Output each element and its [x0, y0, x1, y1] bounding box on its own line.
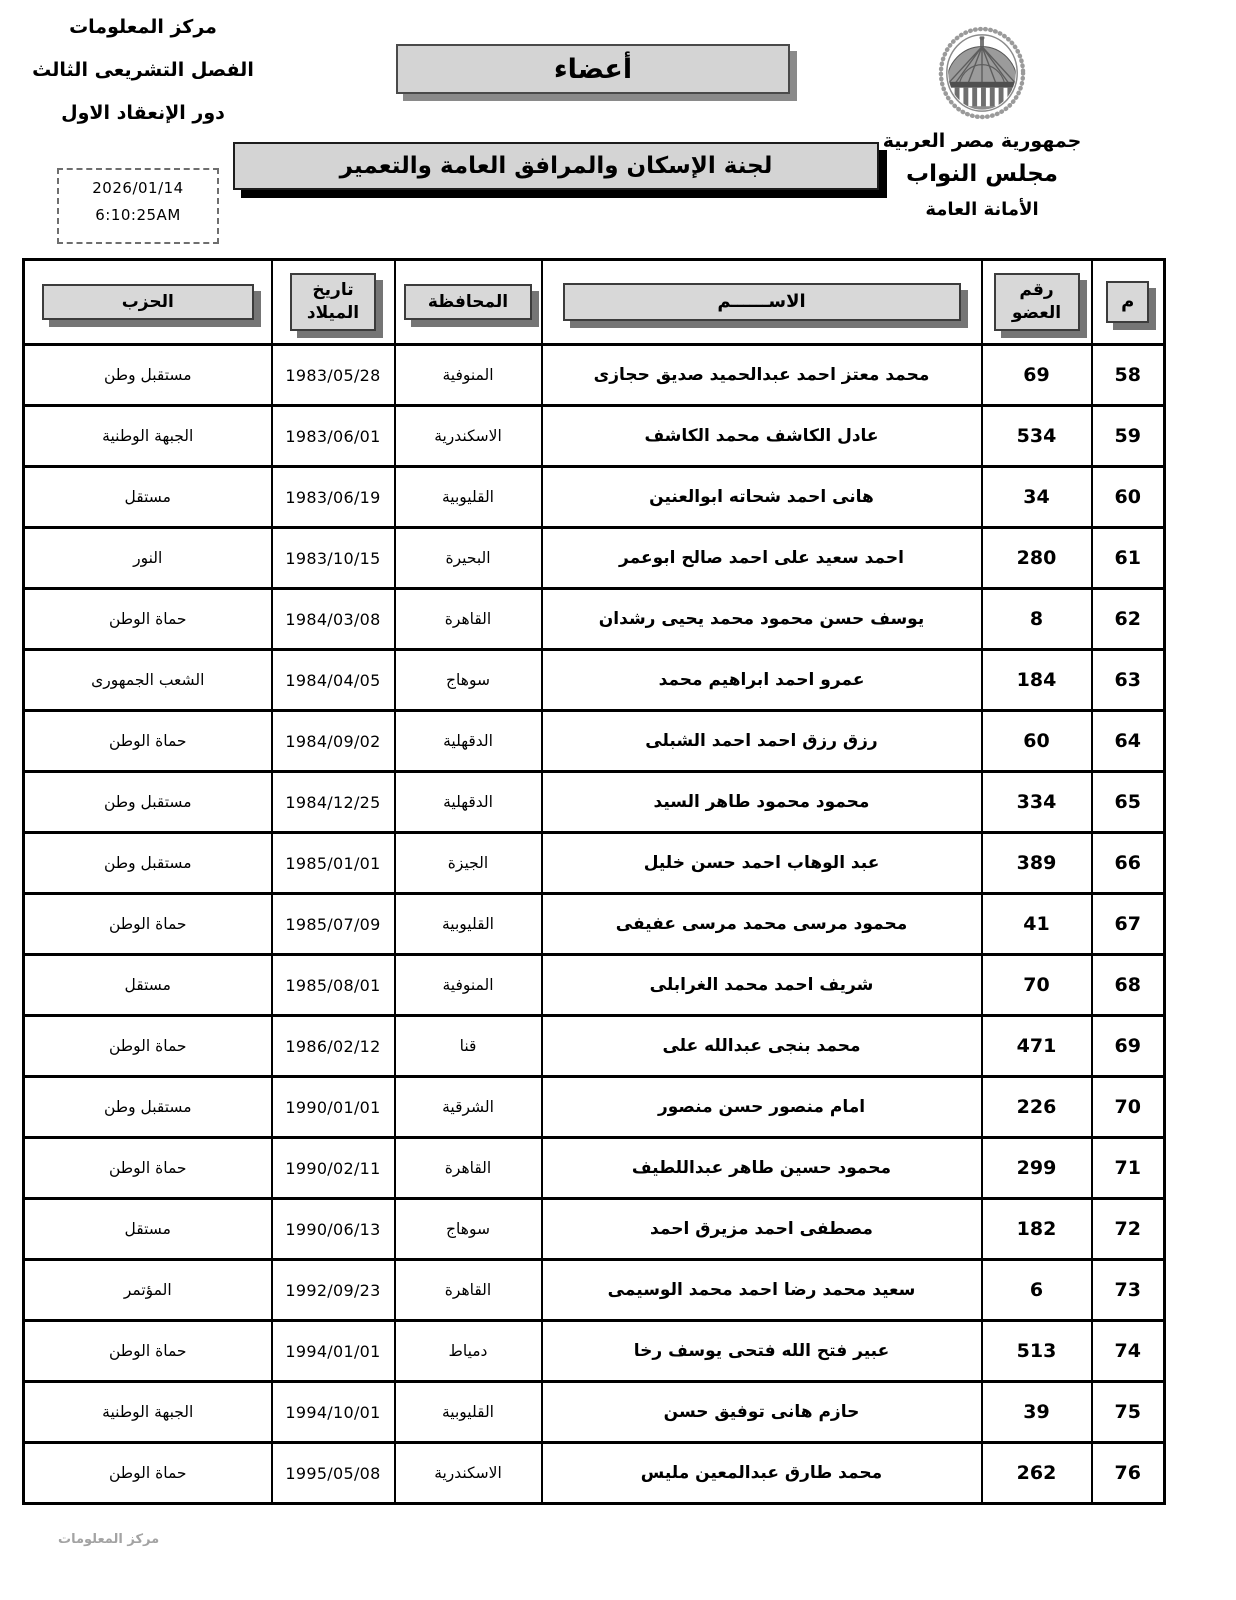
- member-row: [24, 467, 1165, 528]
- cell-member-no: 184: [982, 650, 1092, 711]
- cell-party: مستقبل وطن: [24, 1077, 272, 1138]
- secretariat-label: الأمانة العامة: [925, 199, 1039, 220]
- cell-member-no: 389: [982, 833, 1092, 894]
- cell-birth-date: 1984/12/25: [272, 772, 395, 833]
- cell-party: مستقل: [24, 467, 272, 528]
- cell-member-no: 8: [982, 589, 1092, 650]
- cell-birth-date: 1990/01/01: [272, 1077, 395, 1138]
- cell-serial: 73: [1092, 1260, 1165, 1321]
- cell-name: شريف احمد محمد الغرابلى: [542, 955, 982, 1016]
- cell-party: حماة الوطن: [24, 589, 272, 650]
- member-row: [24, 1321, 1165, 1382]
- column-header-name: [542, 260, 982, 345]
- cell-member-no: 69: [982, 345, 1092, 406]
- cell-governorate: القاهرة: [395, 1260, 542, 1321]
- member-row: [24, 1016, 1165, 1077]
- member-row: [24, 894, 1165, 955]
- party-header-box: الحزب: [42, 284, 254, 321]
- birth-date-header-box: تاريخ الميلاد: [290, 273, 376, 331]
- members-title: أعضاء: [553, 53, 633, 85]
- cell-birth-date: 1995/05/08: [272, 1443, 395, 1504]
- member-row: [24, 772, 1165, 833]
- cell-party: مستقل: [24, 1199, 272, 1260]
- cell-serial: 64: [1092, 711, 1165, 772]
- cell-governorate: الدقهلية: [395, 711, 542, 772]
- cell-name: عادل الكاشف محمد الكاشف: [542, 406, 982, 467]
- name-header-box: الاســــــم: [563, 283, 961, 321]
- cell-birth-date: 1985/08/01: [272, 955, 395, 1016]
- country-label: جمهورية مصر العربية: [882, 130, 1082, 152]
- cell-party: مستقبل وطن: [24, 345, 272, 406]
- cell-serial: 69: [1092, 1016, 1165, 1077]
- member-row: [24, 1260, 1165, 1321]
- committee-title-box: [233, 142, 879, 190]
- cell-member-no: 39: [982, 1382, 1092, 1443]
- cell-name: هانى احمد شحاته ابوالعنين: [542, 467, 982, 528]
- corner-info-block: [18, 16, 268, 145]
- member-row: [24, 345, 1165, 406]
- organization-block: [862, 26, 1102, 220]
- cell-birth-date: 1992/09/23: [272, 1260, 395, 1321]
- cell-party: مستقبل وطن: [24, 833, 272, 894]
- cell-name: سعيد محمد رضا احمد محمد الوسيمى: [542, 1260, 982, 1321]
- cell-member-no: 471: [982, 1016, 1092, 1077]
- cell-birth-date: 1983/05/28: [272, 345, 395, 406]
- column-header-governorate: [395, 260, 542, 345]
- column-header-birth-date: [272, 260, 395, 345]
- cell-governorate: الجيزة: [395, 833, 542, 894]
- cell-name: امام منصور حسن منصور: [542, 1077, 982, 1138]
- cell-party: مستقبل وطن: [24, 772, 272, 833]
- cell-member-no: 34: [982, 467, 1092, 528]
- cell-member-no: 534: [982, 406, 1092, 467]
- member-row: [24, 1382, 1165, 1443]
- member-row: [24, 1077, 1165, 1138]
- cell-governorate: الاسكندرية: [395, 1443, 542, 1504]
- cell-name: احمد سعيد على احمد صالح ابوعمر: [542, 528, 982, 589]
- cell-party: مستقل: [24, 955, 272, 1016]
- cell-name: يوسف حسن محمود محمد يحيى رشدان: [542, 589, 982, 650]
- cell-serial: 66: [1092, 833, 1165, 894]
- cell-party: حماة الوطن: [24, 1321, 272, 1382]
- cell-member-no: 6: [982, 1260, 1092, 1321]
- member-row: [24, 1443, 1165, 1504]
- cell-governorate: القليوبية: [395, 1382, 542, 1443]
- cell-governorate: القاهرة: [395, 589, 542, 650]
- cell-party: الشعب الجمهورى: [24, 650, 272, 711]
- cell-governorate: سوهاج: [395, 650, 542, 711]
- council-label: مجلس النواب: [905, 161, 1059, 187]
- member-table-body: [24, 345, 1165, 1504]
- member-row: [24, 955, 1165, 1016]
- member-no-header-box: رقم العضو: [994, 273, 1080, 331]
- cell-serial: 76: [1092, 1443, 1165, 1504]
- serial-header-box: م: [1106, 281, 1149, 323]
- cell-party: حماة الوطن: [24, 1016, 272, 1077]
- cell-member-no: 60: [982, 711, 1092, 772]
- cell-serial: 62: [1092, 589, 1165, 650]
- cell-member-no: 280: [982, 528, 1092, 589]
- cell-member-no: 70: [982, 955, 1092, 1016]
- datetime-box: [57, 168, 219, 244]
- governorate-header-box: المحافظة: [404, 284, 532, 321]
- cell-birth-date: 1983/06/19: [272, 467, 395, 528]
- cell-governorate: البحيرة: [395, 528, 542, 589]
- cell-serial: 58: [1092, 345, 1165, 406]
- cell-birth-date: 1984/09/02: [272, 711, 395, 772]
- column-header-party: [24, 260, 272, 345]
- member-row: [24, 406, 1165, 467]
- cell-governorate: دمياط: [395, 1321, 542, 1382]
- cell-birth-date: 1984/04/05: [272, 650, 395, 711]
- footer-info-center: مركز المعلومات: [58, 1532, 160, 1547]
- member-row: [24, 711, 1165, 772]
- cell-party: الجبهة الوطنية: [24, 1382, 272, 1443]
- cell-member-no: 262: [982, 1443, 1092, 1504]
- cell-birth-date: 1985/01/01: [272, 833, 395, 894]
- cell-party: حماة الوطن: [24, 711, 272, 772]
- cell-governorate: القاهرة: [395, 1138, 542, 1199]
- cell-name: محمود محمود طاهر السيد: [542, 772, 982, 833]
- cell-birth-date: 1990/02/11: [272, 1138, 395, 1199]
- cell-serial: 70: [1092, 1077, 1165, 1138]
- cell-serial: 72: [1092, 1199, 1165, 1260]
- column-header-member-no: [982, 260, 1092, 345]
- cell-governorate: القليوبية: [395, 894, 542, 955]
- cell-governorate: المنوفية: [395, 955, 542, 1016]
- cell-birth-date: 1983/06/01: [272, 406, 395, 467]
- cell-birth-date: 1984/03/08: [272, 589, 395, 650]
- report-date: 2026/01/14: [92, 179, 184, 197]
- cell-name: حازم هانى توفيق حسن: [542, 1382, 982, 1443]
- cell-serial: 75: [1092, 1382, 1165, 1443]
- cell-party: حماة الوطن: [24, 894, 272, 955]
- cell-birth-date: 1983/10/15: [272, 528, 395, 589]
- cell-party: الجبهة الوطنية: [24, 406, 272, 467]
- cell-name: عبير فتح الله فتحى يوسف رخا: [542, 1321, 982, 1382]
- cell-serial: 63: [1092, 650, 1165, 711]
- cell-member-no: 299: [982, 1138, 1092, 1199]
- cell-party: حماة الوطن: [24, 1443, 272, 1504]
- cell-party: المؤتمر: [24, 1260, 272, 1321]
- member-row: [24, 833, 1165, 894]
- cell-name: عبد الوهاب احمد حسن خليل: [542, 833, 982, 894]
- cell-name: محمود مرسى محمد مرسى عفيفى: [542, 894, 982, 955]
- cell-birth-date: 1985/07/09: [272, 894, 395, 955]
- cell-serial: 67: [1092, 894, 1165, 955]
- cell-member-no: 513: [982, 1321, 1092, 1382]
- cell-birth-date: 1994/10/01: [272, 1382, 395, 1443]
- cell-birth-date: 1986/02/12: [272, 1016, 395, 1077]
- cell-party: النور: [24, 528, 272, 589]
- cell-name: محمد طارق عبدالمعين مليس: [542, 1443, 982, 1504]
- member-row: [24, 1199, 1165, 1260]
- members-title-box: [396, 44, 790, 94]
- cell-name: محمد بنجى عبدالله على: [542, 1016, 982, 1077]
- member-row: [24, 650, 1165, 711]
- cell-serial: 65: [1092, 772, 1165, 833]
- cell-governorate: القليوبية: [395, 467, 542, 528]
- cell-name: محمد معتز احمد عبدالحميد صديق حجازى: [542, 345, 982, 406]
- parliament-dome-emblem-icon: [938, 26, 1026, 120]
- cell-name: محمود حسين طاهر عبداللطيف: [542, 1138, 982, 1199]
- cell-name: عمرو احمد ابراهيم محمد: [542, 650, 982, 711]
- member-row: [24, 589, 1165, 650]
- cell-governorate: قنا: [395, 1016, 542, 1077]
- cell-member-no: 182: [982, 1199, 1092, 1260]
- cell-name: رزق رزق احمد احمد الشبلى: [542, 711, 982, 772]
- member-row: [24, 1138, 1165, 1199]
- cell-governorate: الاسكندرية: [395, 406, 542, 467]
- cell-governorate: سوهاج: [395, 1199, 542, 1260]
- member-row: [24, 528, 1165, 589]
- cell-party: حماة الوطن: [24, 1138, 272, 1199]
- committee-title: لجنة الإسكان والمرافق العامة والتعمير: [339, 153, 773, 179]
- cell-serial: 74: [1092, 1321, 1165, 1382]
- cell-serial: 59: [1092, 406, 1165, 467]
- table-header-row: [24, 260, 1165, 345]
- cell-serial: 60: [1092, 467, 1165, 528]
- cell-governorate: الشرقية: [395, 1077, 542, 1138]
- report-time: 6:10:25AM: [95, 206, 181, 224]
- cell-serial: 68: [1092, 955, 1165, 1016]
- cell-member-no: 334: [982, 772, 1092, 833]
- cell-birth-date: 1990/06/13: [272, 1199, 395, 1260]
- cell-member-no: 41: [982, 894, 1092, 955]
- legislative-term-label: الفصل التشريعى الثالث: [32, 59, 254, 81]
- cell-governorate: الدقهلية: [395, 772, 542, 833]
- cell-name: مصطفى احمد مزيرق احمد: [542, 1199, 982, 1260]
- members-table: [22, 258, 1166, 1505]
- info-center-label: مركز المعلومات: [69, 16, 217, 38]
- cell-governorate: المنوفية: [395, 345, 542, 406]
- session-round-label: دور الإنعقاد الاول: [61, 102, 225, 124]
- cell-member-no: 226: [982, 1077, 1092, 1138]
- cell-serial: 61: [1092, 528, 1165, 589]
- cell-birth-date: 1994/01/01: [272, 1321, 395, 1382]
- cell-serial: 71: [1092, 1138, 1165, 1199]
- column-header-serial: [1092, 260, 1165, 345]
